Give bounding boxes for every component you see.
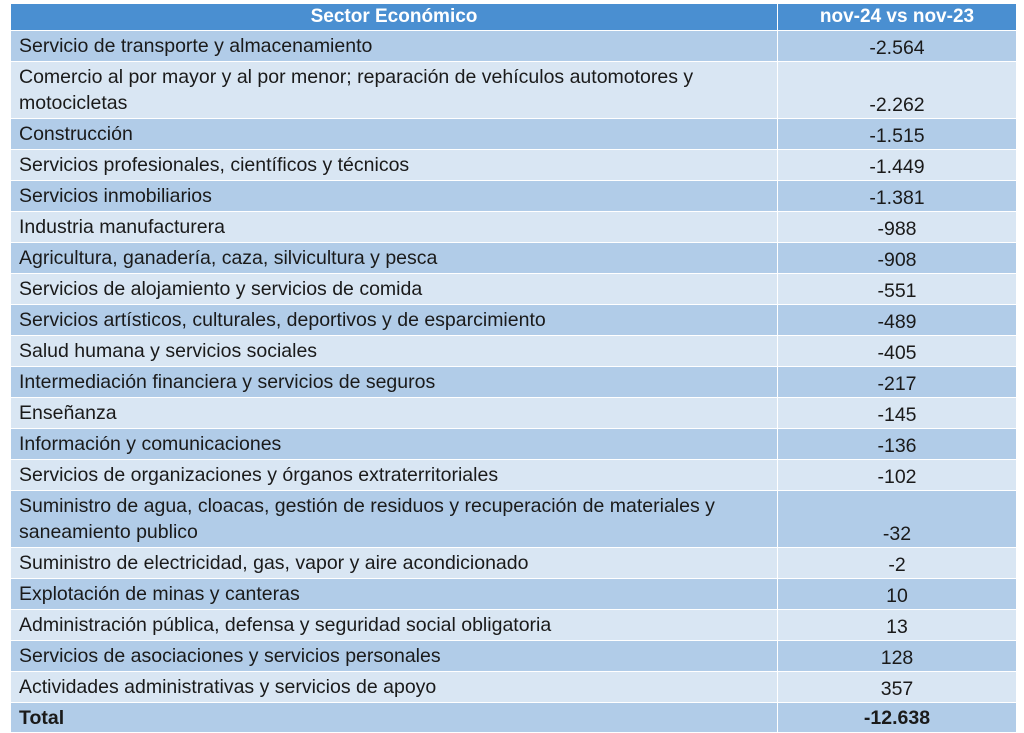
sector-cell: Agricultura, ganadería, caza, silvicultura y pesca bbox=[11, 243, 778, 274]
sector-cell: Servicios de asociaciones y servicios personales bbox=[11, 641, 778, 672]
value-cell: -1.515 bbox=[778, 119, 1017, 150]
table-row bbox=[11, 336, 1017, 367]
value-cell: -1.381 bbox=[778, 181, 1017, 212]
header-value: nov-24 vs nov-23 bbox=[778, 4, 1017, 31]
total-row bbox=[11, 703, 1017, 733]
table-row bbox=[11, 31, 1017, 62]
value-cell: -136 bbox=[778, 429, 1017, 460]
table-row bbox=[11, 579, 1017, 610]
value-cell: -551 bbox=[778, 274, 1017, 305]
sector-cell: Información y comunicaciones bbox=[11, 429, 778, 460]
sector-cell: Suministro de electricidad, gas, vapor y aire acondicionado bbox=[11, 548, 778, 579]
value-cell: -102 bbox=[778, 460, 1017, 491]
value-cell: -908 bbox=[778, 243, 1017, 274]
sector-cell: Servicios de alojamiento y servicios de comida bbox=[11, 274, 778, 305]
table-row bbox=[11, 367, 1017, 398]
value-cell: -489 bbox=[778, 305, 1017, 336]
table-body bbox=[11, 31, 1017, 703]
table-row bbox=[11, 274, 1017, 305]
sector-cell: Administración pública, defensa y seguridad social obligatoria bbox=[11, 610, 778, 641]
table-row bbox=[11, 672, 1017, 703]
table-row bbox=[11, 181, 1017, 212]
table-footer bbox=[11, 703, 1017, 733]
table-header bbox=[11, 4, 1017, 31]
sector-cell: Enseñanza bbox=[11, 398, 778, 429]
header-sector: Sector Económico bbox=[11, 4, 778, 31]
table-row bbox=[11, 212, 1017, 243]
sector-cell: Servicios inmobiliarios bbox=[11, 181, 778, 212]
table-row bbox=[11, 398, 1017, 429]
table-row bbox=[11, 119, 1017, 150]
table-row bbox=[11, 460, 1017, 491]
sector-cell: Actividades administrativas y servicios de apoyo bbox=[11, 672, 778, 703]
value-cell: 10 bbox=[778, 579, 1017, 610]
sector-cell: Construcción bbox=[11, 119, 778, 150]
table-row bbox=[11, 429, 1017, 460]
table-row bbox=[11, 641, 1017, 672]
sector-cell: Servicios profesionales, científicos y técnicos bbox=[11, 150, 778, 181]
value-cell: -2.262 bbox=[778, 62, 1017, 119]
total-label: Total bbox=[11, 703, 778, 733]
sector-cell: Servicios de organizaciones y órganos extraterritoriales bbox=[11, 460, 778, 491]
value-cell: 128 bbox=[778, 641, 1017, 672]
value-cell: 13 bbox=[778, 610, 1017, 641]
value-cell: 357 bbox=[778, 672, 1017, 703]
table-row bbox=[11, 150, 1017, 181]
sector-cell: Suministro de agua, cloacas, gestión de residuos y recuperación de materiales y saneamiento publico bbox=[11, 491, 778, 548]
header-row bbox=[11, 4, 1017, 31]
value-cell: -405 bbox=[778, 336, 1017, 367]
value-cell: -145 bbox=[778, 398, 1017, 429]
value-cell: -2 bbox=[778, 548, 1017, 579]
value-cell: -988 bbox=[778, 212, 1017, 243]
value-cell: -2.564 bbox=[778, 31, 1017, 62]
table-row bbox=[11, 62, 1017, 119]
value-cell: -32 bbox=[778, 491, 1017, 548]
sector-cell: Servicios artísticos, culturales, deportivos y de esparcimiento bbox=[11, 305, 778, 336]
value-cell: -1.449 bbox=[778, 150, 1017, 181]
sector-cell: Comercio al por mayor y al por menor; reparación de vehículos automotores y motocicletas bbox=[11, 62, 778, 119]
total-value: -12.638 bbox=[778, 703, 1017, 733]
table-row bbox=[11, 305, 1017, 336]
table-row bbox=[11, 491, 1017, 548]
sector-cell: Salud humana y servicios sociales bbox=[11, 336, 778, 367]
sector-table bbox=[10, 3, 1017, 733]
sector-cell: Industria manufacturera bbox=[11, 212, 778, 243]
sector-cell: Intermediación financiera y servicios de seguros bbox=[11, 367, 778, 398]
value-cell: -217 bbox=[778, 367, 1017, 398]
sector-cell: Servicio de transporte y almacenamiento bbox=[11, 31, 778, 62]
table-row bbox=[11, 610, 1017, 641]
sector-cell: Explotación de minas y canteras bbox=[11, 579, 778, 610]
table-row bbox=[11, 548, 1017, 579]
table-row bbox=[11, 243, 1017, 274]
